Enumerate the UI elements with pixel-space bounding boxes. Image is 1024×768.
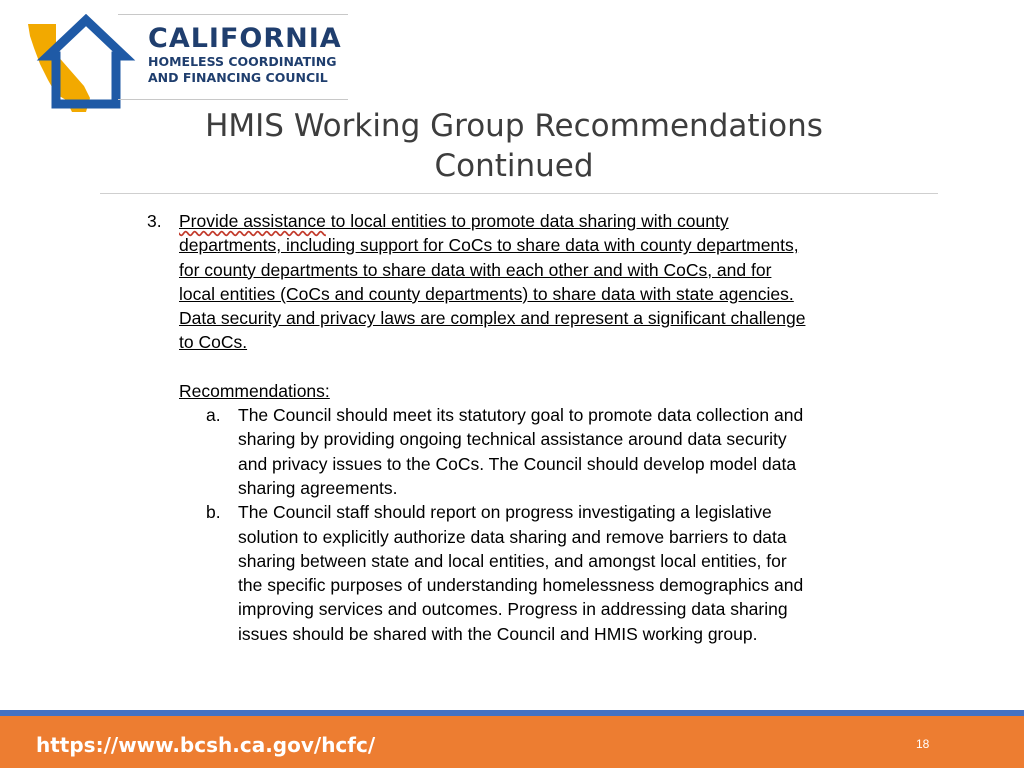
recommendation-line: solution to explicitly authorize data sharing and remove barriers to data — [238, 526, 787, 547]
logo-top-rule — [118, 14, 348, 15]
slide-title — [180, 106, 848, 186]
logo-subtitle-1: HOMELESS COORDINATING — [148, 54, 337, 69]
logo-bottom-rule — [118, 99, 348, 100]
recommendation-line: the specific purposes of understanding homelessness demographics and — [238, 575, 804, 596]
logo-title: CALIFORNIA — [148, 23, 342, 54]
logo-subtitle-2: AND FINANCING COUNCIL — [148, 70, 328, 85]
logo-text — [148, 24, 348, 86]
recommendation-letter: a. — [206, 405, 221, 426]
footer-url-link[interactable]: https://www.bcsh.ca.gov/hcfc/ — [36, 733, 376, 757]
item-line: departments, including support for CoCs to share data with county departments, — [179, 235, 799, 256]
slide-body — [147, 209, 887, 646]
slide-title-line-1: HMIS Working Group Recommendations — [205, 108, 823, 144]
recommendation-text — [238, 500, 803, 646]
recommendation-line: The Council should meet its statutory goal to promote data collection and — [238, 405, 804, 426]
recommendation-text — [238, 403, 803, 500]
recommendation-line: sharing by providing ongoing technical assistance around data security — [238, 429, 787, 450]
hcfc-logo — [26, 14, 342, 114]
item-line: Data security and privacy laws are complex and represent a significant challenge — [179, 308, 806, 329]
slide-title-line-2: Continued — [434, 148, 594, 184]
item-line: Provide assistance to local entities to promote data sharing with county — [179, 211, 729, 231]
recommendation-line: and privacy issues to the CoCs. The Council should develop model data — [238, 453, 797, 474]
item-line: to CoCs. — [179, 332, 248, 353]
recommendation-line: improving services and outcomes. Progress in addressing data sharing — [238, 599, 788, 620]
recommendation-line: The Council staff should report on progress investigating a legislative — [238, 502, 772, 523]
recommendation-line: issues should be shared with the Council and HMIS working group. — [238, 623, 758, 644]
title-divider — [100, 193, 938, 194]
item-text — [179, 209, 805, 355]
recommendation-b — [206, 500, 887, 646]
recommendation-letter: b. — [206, 502, 221, 523]
item-line: local entities (CoCs and county departments) to share data with state agencies. — [179, 283, 794, 304]
numbered-item — [147, 209, 887, 355]
item-line: for county departments to share data with each other and with CoCs, and for — [179, 259, 772, 280]
recommendation-line: sharing agreements. — [238, 477, 398, 498]
spell-flagged-phrase: Provide assistance — [179, 211, 326, 231]
item-number: 3. — [147, 211, 162, 231]
recommendation-a — [206, 403, 887, 500]
recommendation-line: sharing between state and local entities, and amongst local entities, for — [238, 550, 787, 571]
page-number: 18 — [916, 737, 930, 751]
recommendations-label: Recommendations: — [179, 380, 330, 401]
